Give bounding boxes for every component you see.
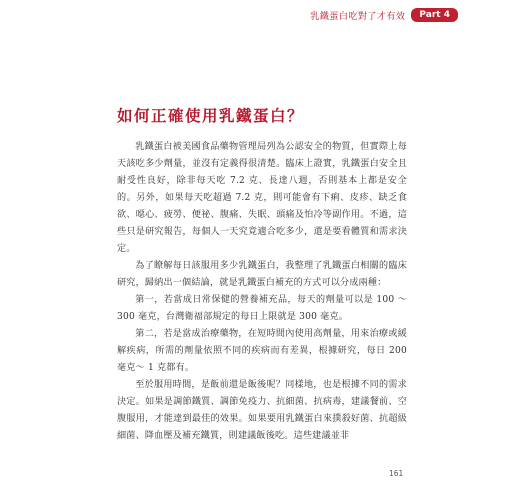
page-number: 161 bbox=[389, 469, 404, 478]
paragraph: 第一，若當成日常保健的營養補充品，每天的劑量可以是 100 ～ 300 毫克，台灣衛福部規定的每日上限就是 300 毫克。 bbox=[117, 295, 407, 322]
paragraph: 乳鐵蛋白被美國食品藥物管理局列為公認安全的物質，但實際上每天該吃多少劑量，並沒有定義得很清楚。臨床上證實，乳鐵蛋白安全且耐受性良好，除非每天吃 7.2 克、長達八週，否則基本上都是安全的。另外，如果每天吃超過 7.2 克，則可能會有下痢、皮疹、缺乏食欲、噁心、疲勞、便祕、腹痛、失眠、頭痛及怕冷等副作用。不過，這些只是研究報告，每個人一天究竟適合吃多少，還是要看體質和需求決定。 bbox=[117, 142, 407, 254]
chapter-title: 乳鐵蛋白吃對了才有效 bbox=[310, 11, 406, 22]
paragraph: 第二，若是當成治療藥物，在短時間內使用高劑量，用來治療或緩解疾病，所需的劑量依照不同的疾病而有差異，根據研究，每日 200 毫克～ 1 克都有。 bbox=[117, 329, 407, 373]
section-title: 如何正確使用乳鐵蛋白？ bbox=[117, 106, 305, 125]
body-text bbox=[117, 139, 407, 445]
running-header bbox=[310, 8, 458, 22]
paragraph: 至於服用時間，是飯前還是飯後呢？同樣地，也是根據不同的需求決定。如果是調節鐵質、調節免疫力、抗細菌、抗病毒，建議餐前、空腹服用，才能達到最佳的效果。如果要用乳鐵蛋白來撲殺好菌、抗超級細菌、降血壓及補充鐵質，則建議飯後吃。這些建議並非 bbox=[117, 380, 407, 441]
paragraph: 為了瞭解每日該服用多少乳鐵蛋白，我整理了乳鐵蛋白相關的臨床研究，歸納出一個結論，就是乳鐵蛋白補充的方式可以分成兩種： bbox=[117, 261, 407, 288]
part-label-badge: Part 4 bbox=[411, 8, 458, 22]
